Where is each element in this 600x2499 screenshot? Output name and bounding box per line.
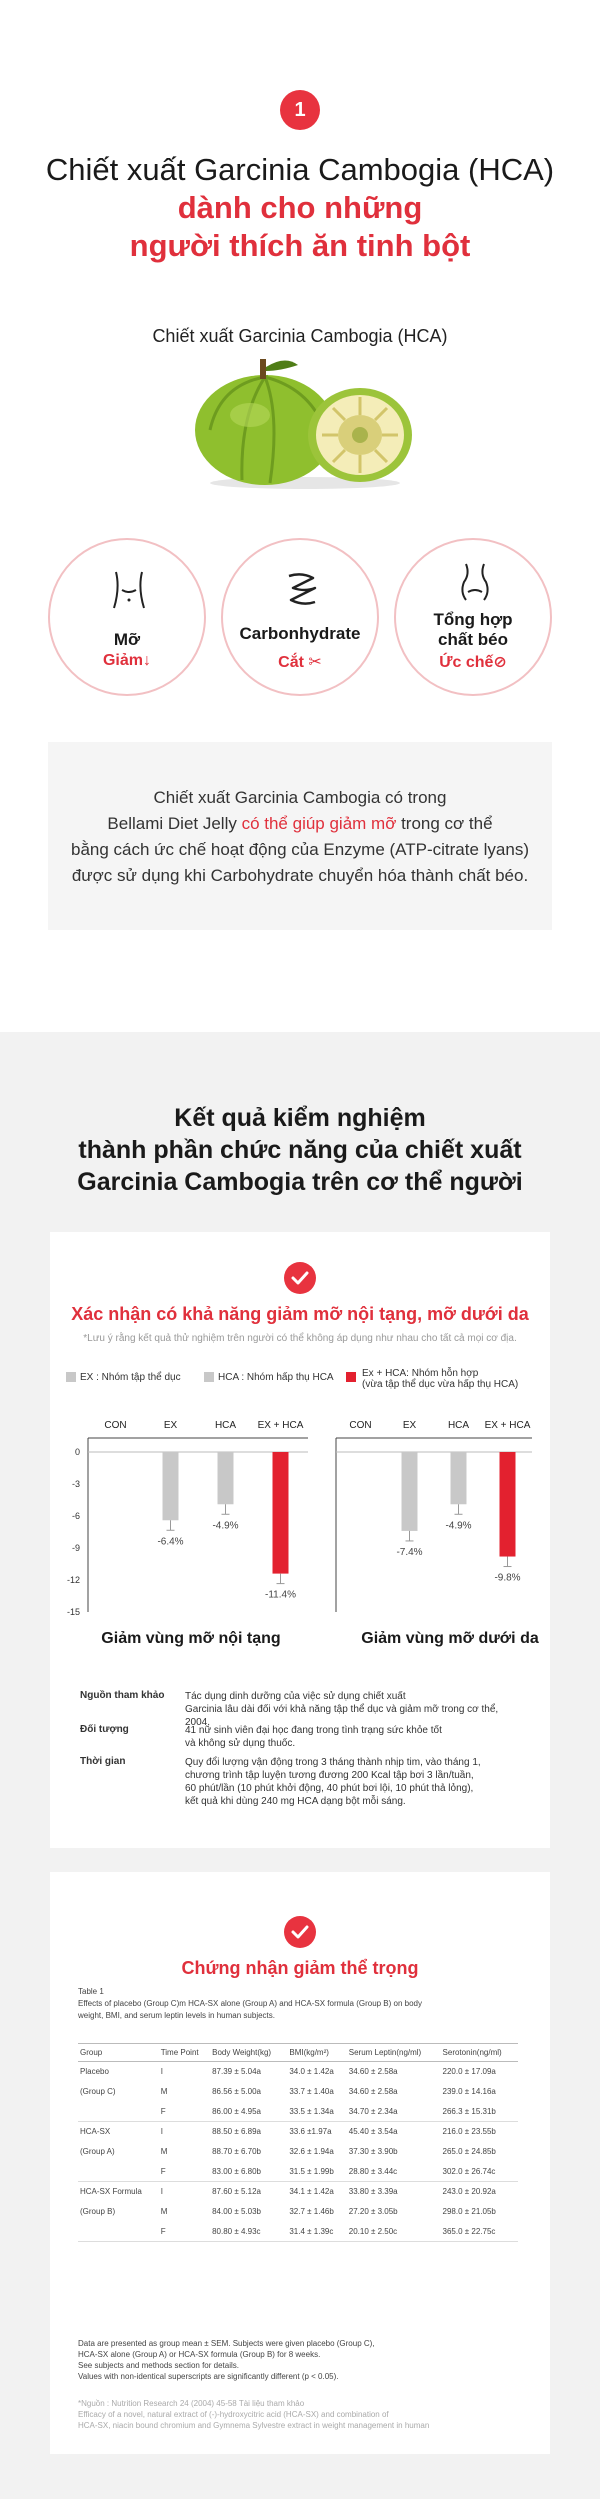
- chart-category-label: CON: [104, 1420, 127, 1431]
- table-cell: 33.5 ± 1.34a: [287, 2102, 346, 2122]
- chart-data-label: -9.8%: [494, 1572, 521, 1584]
- subject-line1: 41 nữ sinh viên đại học đang trong tình trạng sức khỏe tốt: [185, 1725, 442, 1736]
- table-group-cell: [78, 2222, 159, 2242]
- chart-y-tick-label: 0: [74, 1447, 80, 1457]
- legend-label-sub: (vừa tập thể dục vừa hấp thụ HCA): [362, 1379, 519, 1390]
- source-label: Nguồn tham khảo: [80, 1690, 165, 1701]
- table-column-header: Group: [78, 2044, 159, 2062]
- table-cell: 34.60 ± 2.58a: [348, 2067, 398, 2077]
- info-line4: được sử dụng khi Carbohydrate chuyển hóa thành chất béo.: [71, 866, 529, 885]
- chart-data-label: -4.9%: [445, 1520, 472, 1532]
- table-footnote: [78, 2338, 518, 2382]
- table-cell: 265.0 ± 24.85b: [442, 2147, 496, 2156]
- chart-category-label: HCA: [447, 1420, 470, 1431]
- table-cell: M: [160, 2087, 168, 2096]
- table-cell: F: [159, 2162, 210, 2182]
- chart-data-label: -11.4%: [265, 1589, 296, 1601]
- table-group-cell: (Group A): [80, 2147, 115, 2156]
- chart-y-tick-label: -9: [71, 1543, 80, 1553]
- table-cell: I: [160, 2067, 163, 2077]
- benefit-title: Mỡ: [113, 630, 141, 649]
- section-title-line2: dành cho những: [177, 190, 423, 225]
- chart-bar: [402, 1452, 418, 1531]
- table-cell: 32.7 ± 1.46b: [289, 2207, 334, 2216]
- footnote-line4: Values with non-identical superscripts are significantly different (p < 0.05).: [78, 2372, 339, 2381]
- table-cell: I: [160, 2127, 163, 2137]
- table-group-cell: HCA-SX Formula: [80, 2187, 142, 2197]
- table-cell: 34.0 ± 1.42a: [289, 2067, 334, 2077]
- table-cell: 87.39 ± 5.04a: [212, 2067, 261, 2077]
- benefit-sub: Giảm↓: [102, 652, 151, 669]
- chart-bar: [500, 1452, 516, 1557]
- table-row: [78, 2102, 518, 2122]
- source-line2: Garcinia lâu dài đối với khả năng tập thể dục và giảm mỡ trong cơ thể, 2004.: [185, 1704, 499, 1728]
- table-row: [78, 2082, 518, 2102]
- chart-category-label: EX + HCA: [257, 1420, 304, 1431]
- results-table: [78, 2043, 518, 2242]
- source-line1: Tác dụng dinh dưỡng của việc sử dụng chiết xuất: [185, 1691, 406, 1702]
- table-column-header: Serotonin(ng/ml): [441, 2044, 518, 2062]
- reference-line1: *Nguồn : Nutrition Research 24 (2004) 45-58 Tài liệu tham khảo: [78, 2399, 305, 2408]
- table-group-cell: HCA-SX: [80, 2127, 111, 2137]
- time-line4: kết quả khi dùng 240 mg HCA dạng bột mỗi sáng.: [185, 1796, 406, 1807]
- chart-category-label: EX: [402, 1420, 417, 1431]
- step-number-badge: 1: [280, 90, 320, 130]
- benefit-sub: Cắt ✂: [278, 654, 322, 671]
- table-row: [78, 2162, 518, 2182]
- table-group-cell: (Group B): [80, 2207, 116, 2216]
- info-line2-highlight: có thể giúp giảm mỡ: [241, 814, 397, 833]
- subject-value: [185, 1724, 515, 1750]
- reference-line2: Efficacy of a novel, natural extract of (-)-hydroxycitric acid (HCA-SX) and combination of: [78, 2410, 389, 2419]
- table-column-header: Time Point: [159, 2044, 210, 2062]
- table-cell: 31.5 ± 1.99b: [287, 2162, 346, 2182]
- table-cell: M: [160, 2147, 168, 2156]
- time-line1: Quy đổi lượng vận động trong 3 tháng thành nhịp tim, vào tháng 1,: [185, 1757, 481, 1768]
- table-cell: 302.0 ± 26.74c: [441, 2162, 518, 2182]
- card-title: Xác nhận có khả năng giảm mỡ nội tạng, mỡ dưới da: [71, 1304, 529, 1324]
- footnote-line1: Data are presented as group mean ± SEM. Subjects were given placebo (Group C),: [78, 2339, 375, 2348]
- table-cell: 86.56 ± 5.00a: [212, 2087, 261, 2096]
- table-column-header: Serum Leptin(ng/ml): [347, 2044, 441, 2062]
- table-reference: [78, 2398, 518, 2431]
- card-note: *Lưu ý rằng kết quả thử nghiệm trên người có thể không áp dụng như nhau cho tất cả mọi cơ địa.: [83, 1333, 517, 1344]
- chart-bar: [451, 1452, 467, 1504]
- table-column-header: BMI(kg/m²): [287, 2044, 346, 2062]
- table-cell: F: [159, 2222, 210, 2242]
- table-column-header: Body Weight(kg): [210, 2044, 287, 2062]
- table-cell: 33.80 ± 3.39a: [348, 2187, 398, 2197]
- table-row: [78, 2142, 518, 2162]
- chart-data-label: -4.9%: [212, 1520, 239, 1532]
- table-cell: 87.60 ± 5.12a: [212, 2187, 261, 2197]
- results-title-line1: Kết quả kiểm nghiệm: [174, 1104, 426, 1132]
- chart-category-label: HCA: [214, 1420, 237, 1431]
- time-label: Thời gian: [80, 1756, 126, 1767]
- table-caption-line3: weight, BMI, and serum leptin levels in human subjects.: [78, 2011, 275, 2020]
- results-title-line2: thành phần chức năng của chiết xuất: [78, 1136, 522, 1164]
- benefit-title-line2: chất béo: [438, 630, 508, 649]
- table-cell: 243.0 ± 20.92a: [442, 2187, 496, 2197]
- section-title-line3: người thích ăn tinh bột: [129, 228, 471, 263]
- reference-line3: HCA-SX, niacin bound chromium and Gymnema Sylvestre extract in weight management in human: [78, 2421, 430, 2430]
- subject-label: Đối tượng: [80, 1724, 129, 1735]
- table-row: [78, 2122, 518, 2142]
- table-row: [78, 2062, 518, 2082]
- table-cell: 34.70 ± 2.34a: [347, 2102, 441, 2122]
- chart-y-tick-label: -15: [66, 1607, 80, 1617]
- table-cell: 216.0 ± 23.55b: [442, 2127, 496, 2137]
- chart-y-tick-label: -3: [71, 1479, 80, 1489]
- footnote-line2: HCA-SX alone (Group A) or HCA-SX formula (Group B) for 8 weeks.: [78, 2350, 321, 2359]
- legend-label: Ex + HCA: Nhóm hỗn hợp: [362, 1368, 479, 1379]
- table-group-cell: (Group C): [80, 2087, 116, 2096]
- benefit-title: Carbonhydrate: [239, 624, 361, 643]
- info-line1: Chiết xuất Garcinia Cambogia có trong: [153, 788, 447, 807]
- results-title-line3: Garcinia Cambogia trên cơ thể người: [77, 1168, 523, 1196]
- info-line2-pre: Bellami Diet Jelly: [107, 814, 242, 833]
- table-row: [78, 2202, 518, 2222]
- table-cell: 28.80 ± 3.44c: [347, 2162, 441, 2182]
- table-cell: 20.10 ± 2.50c: [347, 2222, 441, 2242]
- table-cell: 365.0 ± 22.75c: [441, 2222, 518, 2242]
- table-cell: 88.50 ± 6.89a: [212, 2127, 261, 2137]
- legend-label: EX : Nhóm tập thể dục: [80, 1372, 181, 1383]
- table-cell: 80.80 ± 4.93c: [210, 2222, 287, 2242]
- table-cell: 84.00 ± 5.03b: [212, 2207, 261, 2216]
- table-cell: 83.00 ± 6.80b: [210, 2162, 287, 2182]
- chart-bar: [273, 1452, 289, 1574]
- chart1-title: Giảm vùng mỡ nội tạng: [101, 1630, 281, 1647]
- subject-line2: và không sử dụng thuốc.: [185, 1738, 296, 1749]
- table-cell: I: [160, 2187, 163, 2197]
- table-cell: M: [160, 2207, 168, 2216]
- chart-data-label: -6.4%: [157, 1536, 184, 1548]
- table-cell: 266.3 ± 15.31b: [441, 2102, 518, 2122]
- check-badge-icon: [284, 1916, 316, 1948]
- footnote-line3: See subjects and methods section for details.: [78, 2361, 239, 2370]
- table-caption: [78, 1986, 438, 2022]
- table-cell: 239.0 ± 14.16a: [442, 2087, 496, 2096]
- table-caption-line1: Table 1: [78, 1987, 104, 1996]
- info-line3: bằng cách ức chế hoạt động của Enzyme (ATP-citrate lyans): [70, 840, 529, 859]
- legend-label: HCA : Nhóm hấp thụ HCA: [218, 1372, 334, 1383]
- table-header-row: [78, 2044, 518, 2062]
- chart-category-label: EX + HCA: [484, 1420, 531, 1431]
- chart-bar: [163, 1452, 179, 1520]
- chart-category-label: EX: [163, 1420, 178, 1431]
- time-line2: chương trình tập luyện tương đương 200 Kcal tập bơi 3 lần/tuần,: [185, 1770, 474, 1781]
- card-title: Chứng nhận giảm thể trọng: [181, 1958, 419, 1978]
- chart-y-tick-label: -6: [71, 1511, 80, 1521]
- table-cell: 33.6 ±1.97a: [289, 2127, 332, 2137]
- table-cell: 45.40 ± 3.54a: [348, 2127, 398, 2137]
- table-group-cell: [78, 2162, 159, 2182]
- fruit-caption: Chiết xuất Garcinia Cambogia (HCA): [152, 326, 448, 346]
- table-cell: 220.0 ± 17.09a: [442, 2067, 496, 2077]
- info-line2-post: trong cơ thể: [396, 814, 493, 833]
- table-row: [78, 2222, 518, 2242]
- time-line3: 60 phút/lần (10 phút khởi động, 40 phút bơi lội, 10 phút thả lỏng),: [185, 1783, 474, 1794]
- table-group-cell: [78, 2102, 159, 2122]
- section-title-line1: Chiết xuất Garcinia Cambogia (HCA): [45, 152, 555, 187]
- chart-y-tick-label: -12: [66, 1575, 80, 1585]
- table-cell: 33.7 ± 1.40a: [289, 2087, 334, 2096]
- table-row: [78, 2182, 518, 2202]
- table-caption-line2: Effects of placebo (Group C)m HCA-SX alone (Group A) and HCA-SX formula (Group B) on body: [78, 1999, 422, 2008]
- table-cell: 86.00 ± 4.95a: [210, 2102, 287, 2122]
- time-value: [185, 1756, 515, 1808]
- table-group-cell: Placebo: [80, 2067, 109, 2077]
- table-cell: 298.0 ± 21.05b: [442, 2207, 496, 2216]
- table-cell: 27.20 ± 3.05b: [348, 2207, 398, 2216]
- chart2-title: Giảm vùng mỡ dưới da: [361, 1630, 539, 1647]
- table-cell: 34.60 ± 2.58a: [348, 2087, 398, 2096]
- chart-bar: [218, 1452, 234, 1504]
- chart-category-label: CON: [349, 1420, 372, 1431]
- table-cell: F: [159, 2102, 210, 2122]
- table-cell: 88.70 ± 6.70b: [212, 2147, 261, 2156]
- chart-data-label: -7.4%: [396, 1546, 423, 1558]
- benefit-title-line1: Tổng hợp: [433, 610, 513, 629]
- benefit-sub: Ức chế⊘: [439, 654, 507, 671]
- table-cell: 32.6 ± 1.94a: [289, 2147, 334, 2156]
- table-cell: 37.30 ± 3.90b: [348, 2147, 398, 2156]
- table-cell: 34.1 ± 1.42a: [289, 2187, 334, 2197]
- table-cell: 31.4 ± 1.39c: [287, 2222, 346, 2242]
